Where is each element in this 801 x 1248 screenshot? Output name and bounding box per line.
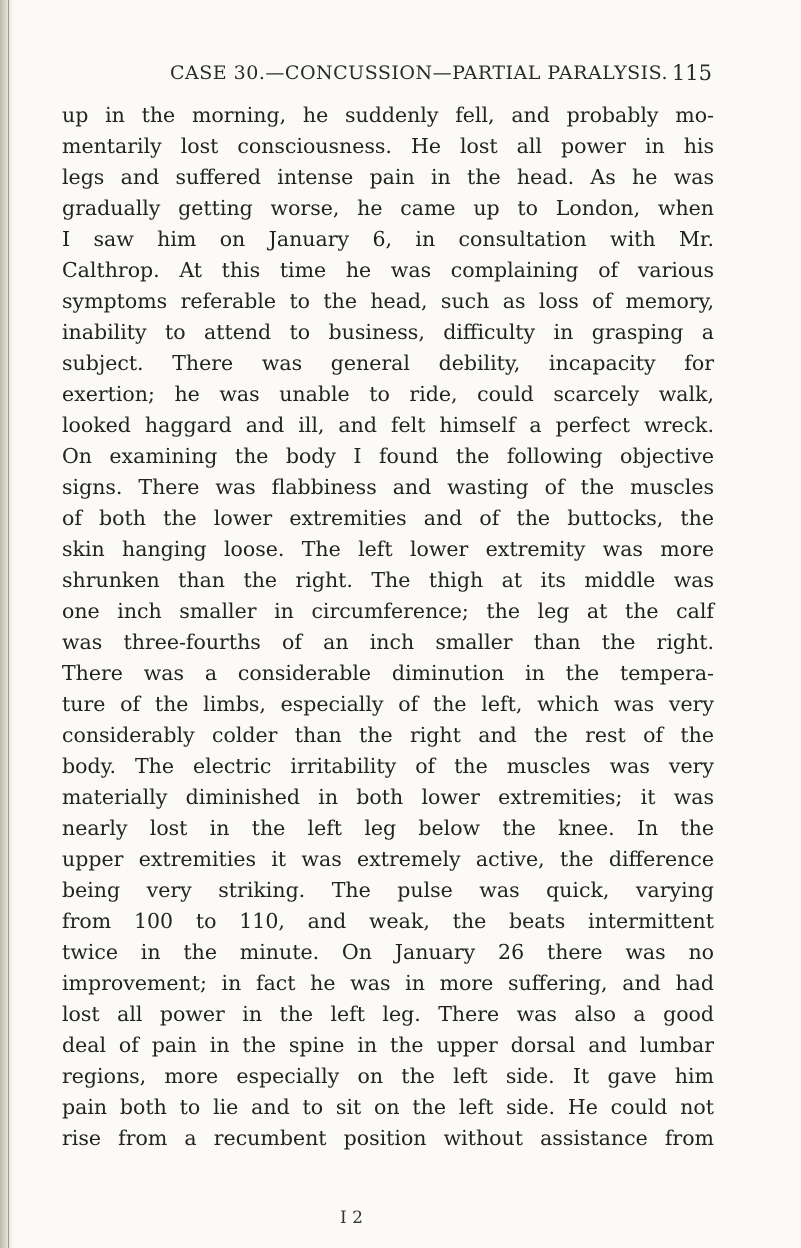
text-line: I saw him on January 6, in consultation with Mr. bbox=[62, 227, 714, 251]
text-line: from 100 to 110, and weak, the beats intermittent bbox=[62, 909, 714, 933]
page-gutter-shadow bbox=[0, 0, 14, 1248]
running-head bbox=[170, 62, 712, 92]
text-line: symptoms referable to the head, such as loss of memory, bbox=[62, 289, 714, 313]
signature-mark: I 2 bbox=[340, 1208, 363, 1228]
text-line: skin hanging loose. The left lower extremity was more bbox=[62, 537, 714, 561]
text-line: exertion; he was unable to ride, could scarcely walk, bbox=[62, 382, 714, 406]
text-line: was three-fourths of an inch smaller than the right. bbox=[62, 630, 714, 654]
text-line: materially diminished in both lower extremities; it was bbox=[62, 785, 714, 809]
text-line: signs. There was flabbiness and wasting of the muscles bbox=[62, 475, 714, 499]
text-line: lost all power in the left leg. There was also a good bbox=[62, 1002, 714, 1026]
text-line: There was a considerable diminution in the tempera- bbox=[62, 661, 714, 685]
text-line: body. The electric irritability of the muscles was very bbox=[62, 754, 714, 778]
text-line: improvement; in fact he was in more suffering, and had bbox=[62, 971, 714, 995]
text-line: up in the morning, he suddenly fell, and probably mo- bbox=[62, 103, 714, 127]
text-line: considerably colder than the right and the rest of the bbox=[62, 723, 714, 747]
text-line: upper extremities it was extremely active, the difference bbox=[62, 847, 714, 871]
text-line: regions, more especially on the left side. It gave him bbox=[62, 1064, 714, 1088]
text-line: pain both to lie and to sit on the left side. He could not bbox=[62, 1095, 714, 1119]
text-line: one inch smaller in circumference; the leg at the calf bbox=[62, 599, 714, 623]
text-line: legs and suffered intense pain in the head. As he was bbox=[62, 165, 714, 189]
text-line: ture of the limbs, especially of the left, which was very bbox=[62, 692, 714, 716]
text-line: nearly lost in the left leg below the knee. In the bbox=[62, 816, 714, 840]
text-line: mentarily lost consciousness. He lost all power in his bbox=[62, 134, 714, 158]
text-line: twice in the minute. On January 26 there was no bbox=[62, 940, 714, 964]
text-line: subject. There was general debility, incapacity for bbox=[62, 351, 714, 375]
text-line: On examining the body I found the following objective bbox=[62, 444, 714, 468]
text-line: gradually getting worse, he came up to London, when bbox=[62, 196, 714, 220]
text-line: deal of pain in the spine in the upper dorsal and lumbar bbox=[62, 1033, 714, 1057]
text-line: Calthrop. At this time he was complaining of various bbox=[62, 258, 714, 282]
text-line: inability to attend to business, difficulty in grasping a bbox=[62, 320, 714, 344]
text-line: shrunken than the right. The thigh at its middle was bbox=[62, 568, 714, 592]
running-head-title: CASE 30.—CONCUSSION—PARTIAL PARALYSIS. bbox=[170, 62, 669, 84]
text-line: looked haggard and ill, and felt himself a perfect wreck. bbox=[62, 413, 714, 437]
text-line: rise from a recumbent position without assistance from bbox=[62, 1126, 714, 1150]
text-line: being very striking. The pulse was quick, varying bbox=[62, 878, 714, 902]
text-line: of both the lower extremities and of the buttocks, the bbox=[62, 506, 714, 530]
body-text bbox=[62, 100, 714, 1154]
page-gutter-edge bbox=[8, 0, 9, 1248]
page-number: 115 bbox=[671, 61, 712, 85]
